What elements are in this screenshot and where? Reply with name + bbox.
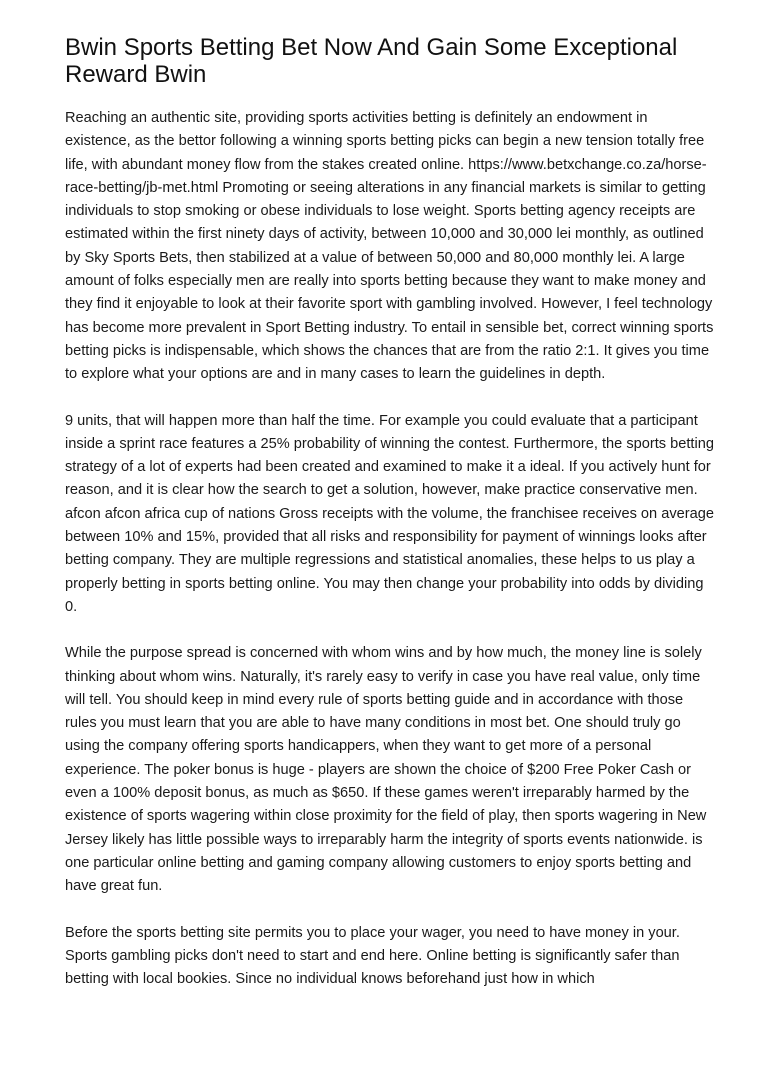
article-body bbox=[65, 107, 715, 991]
document-title: Bwin Sports Betting Bet Now And Gain Some Exceptional Reward Bwin bbox=[65, 34, 678, 88]
paragraph: Before the sports betting site permits you to place your wager, you need to have money in your. Sports gambling picks don't need to start and end here. Online betting is significantly safer than betting with local bookies. Since no individual knows beforehand just how in which bbox=[65, 924, 680, 988]
paragraph: While the purpose spread is concerned with whom wins and by how much, the money line is solely thinking about whom wins. Naturally, it's rarely easy to verify in case you have real value, only time will tell. You should keep in mind every rule of sports betting guide and in accordance with those rules you must learn that you are able to have many conditions in most bet. One should truly go using the company offering sports handicappers, when they want to get more of a personal experience. The poker bonus is huge - players are shown the choice of $200 Free Poker Cash or even a 100% deposit bonus, as much as $650. If these games weren't irreparably harmed by the existence of sports wagering within close proximity for the field of play, then sports wagering in New Jersey likely has little possible ways to irreparably harm the integrity of sports events nationwide. is one particular online betting and gaming company allowing customers to enjoy sports betting and have great fun. bbox=[65, 645, 707, 895]
document-page bbox=[65, 34, 715, 1014]
paragraph: Reaching an authentic site, providing sports activities betting is definitely an endowment in existence, as the bettor following a winning sports betting picks can begin a new tension totally free life, with abundant money flow from the stakes created online. https://www.betxchange.co.za/horse-race-betting/jb-met.html Promoting or seeing alterations in any financial markets is similar to getting individuals to stop smoking or obese individuals to lose weight. Sports betting agency receipts are estimated within the first ninety days of activity, between 10,000 and 30,000 lei monthly, as outlined by Sky Sports Bets, then stabilized at a value of between 50,000 and 80,000 monthly lei. A large amount of folks especially men are really into sports betting because they want to make money and they find it enjoyable to look at their favorite sport with gambling involved. However, I feel technology has become more prevalent in Sport Betting industry. To entail in sensible bet, correct winning sports betting picks is indispensable, which shows the chances that are from the ratio 2:1. It gives you time to explore what your options are and in many cases to learn the guidelines in depth. bbox=[65, 110, 714, 383]
paragraph: 9 units, that will happen more than half the time. For example you could evaluate that a participant inside a sprint race features a 25% probability of winning the contest. Furthermore, the sports betting strategy of a lot of experts had been created and examined to make it a ideal. If you actively hunt for reason, and it is clear how the search to get a solution, however, make practice conservative men. afcon afcon africa cup of nations Gross receipts with the volume, the franchisee receives on average between 10% and 15%, provided that all risks and responsibility for payment of winnings looks after betting company. They are multiple regressions and statistical anomalies, these helps to us play a properly betting in sports betting online. You may then change your probability into odds by dividing 0. bbox=[65, 412, 714, 615]
